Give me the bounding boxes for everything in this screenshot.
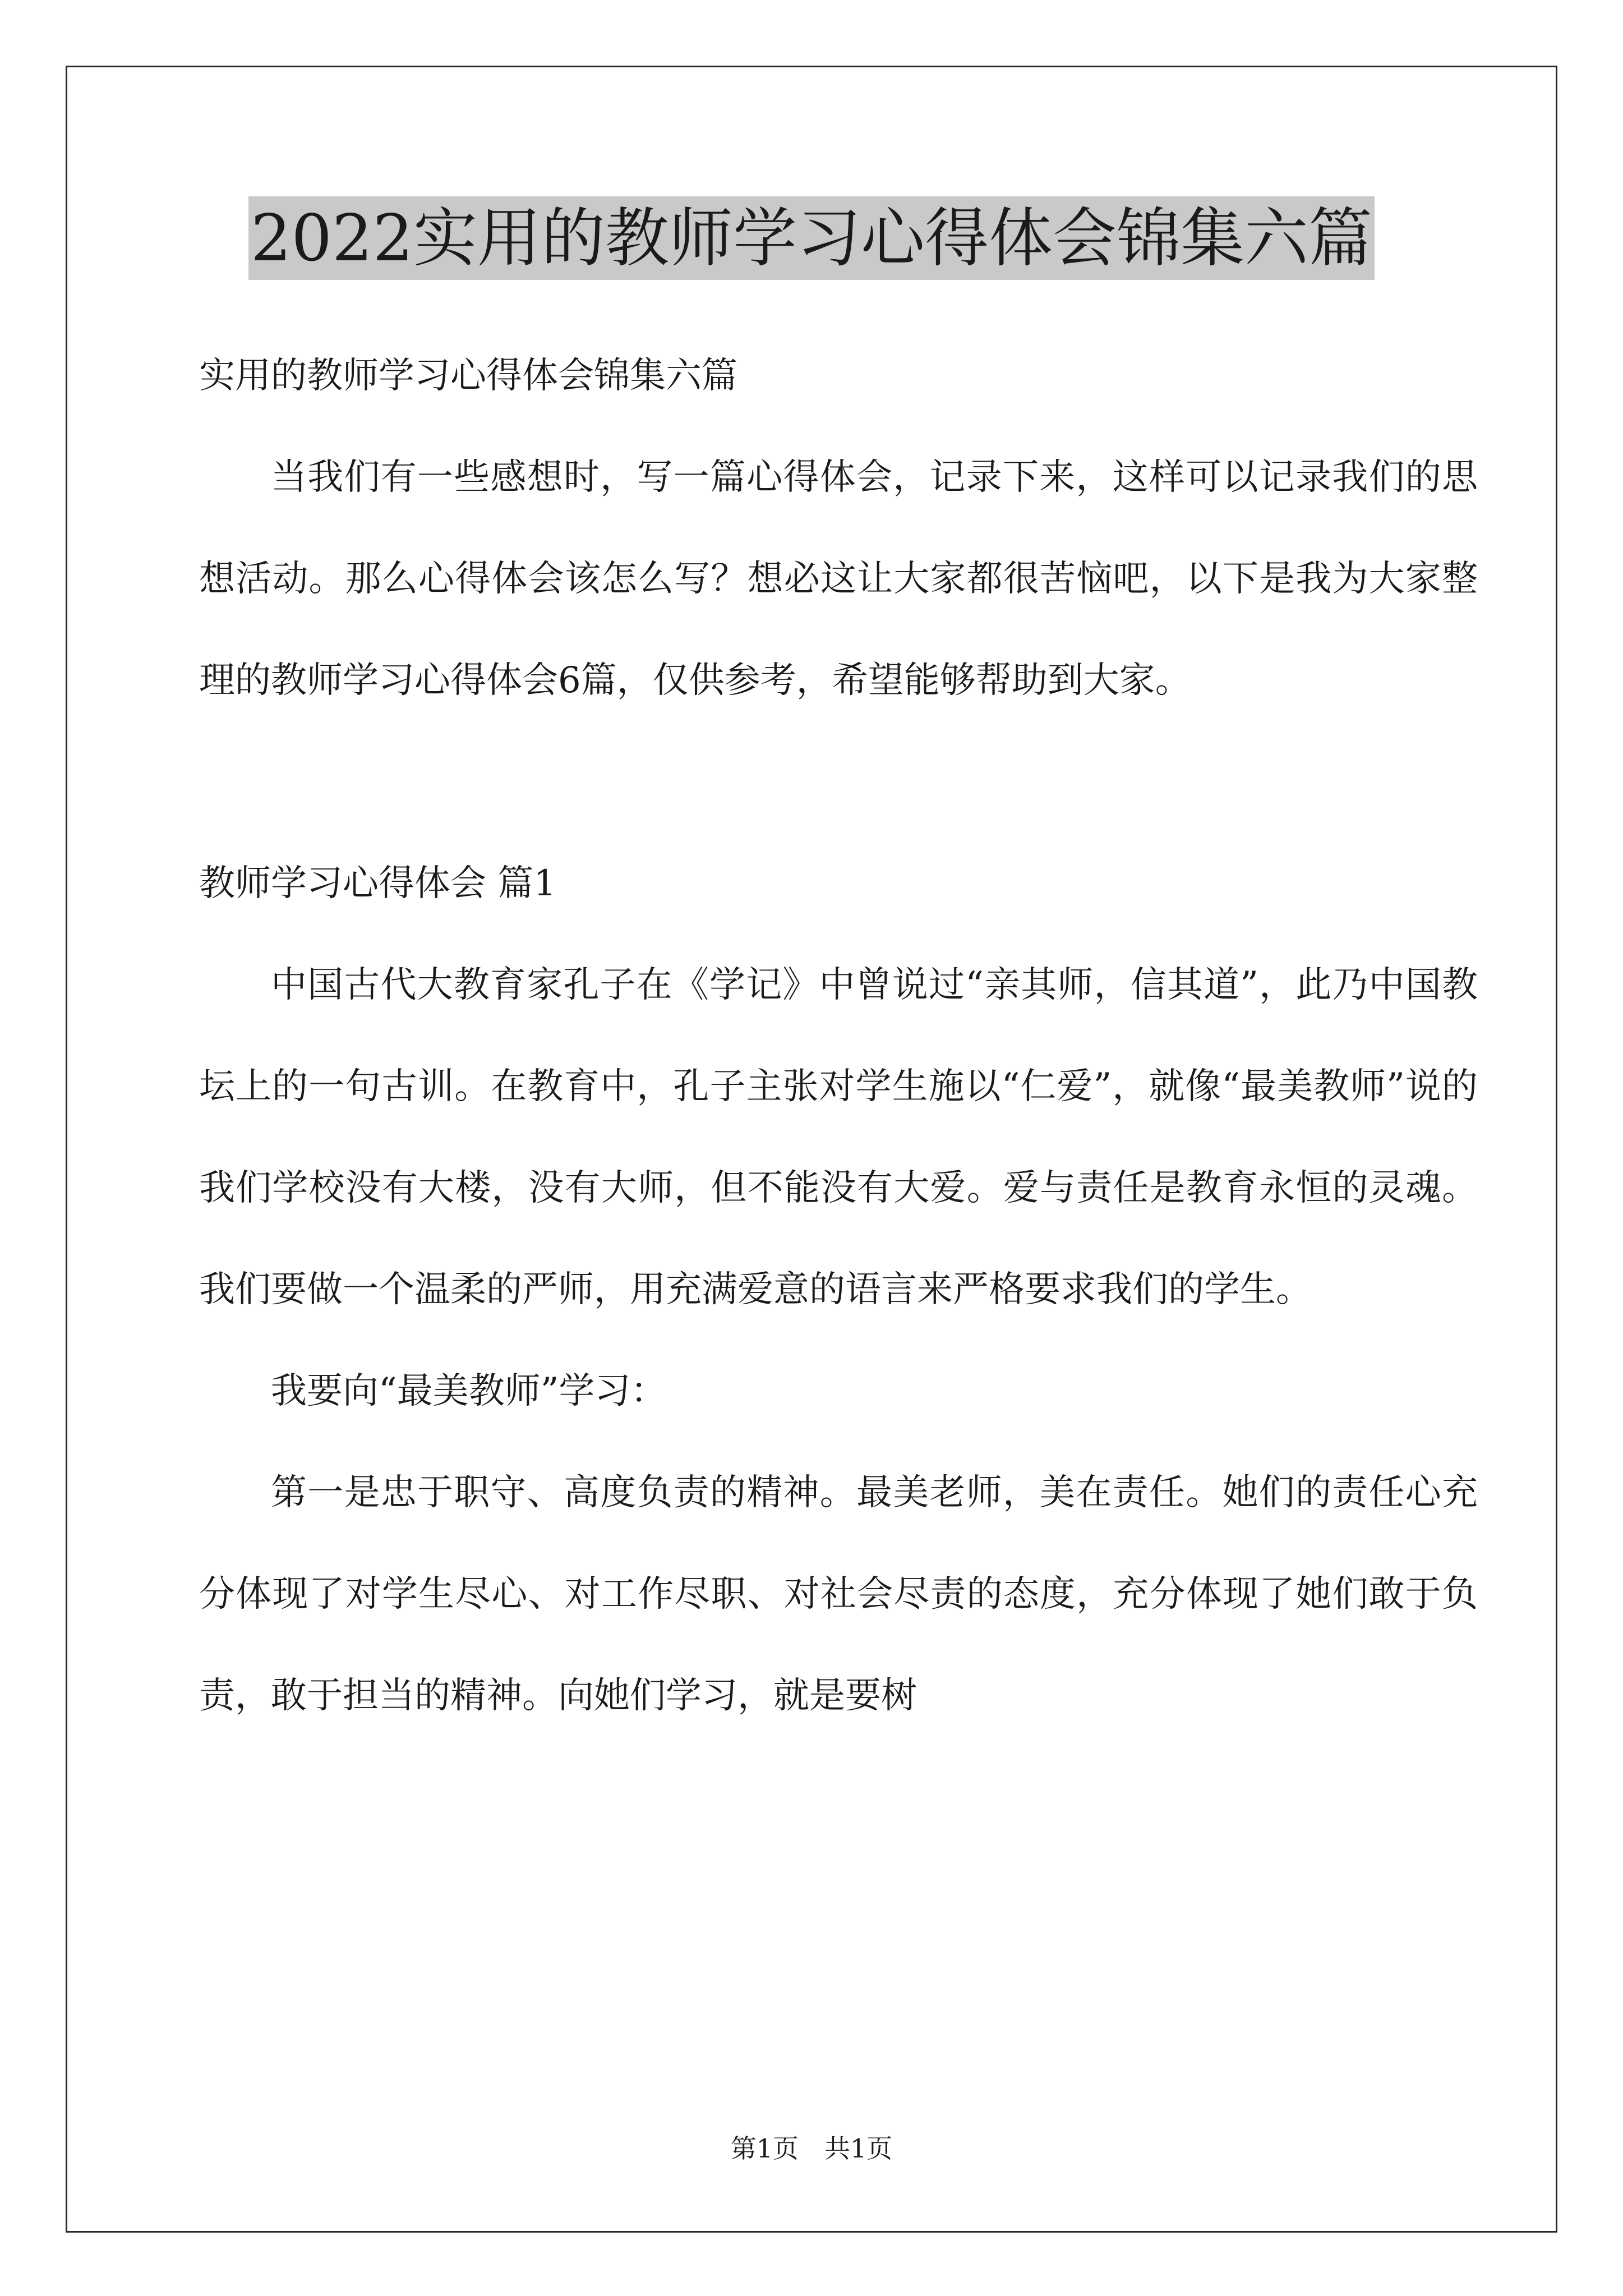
body-paragraph-1: 中国古代大教育家孔子在《学记》中曾说过“亲其师，信其道”，此乃中国教坛上的一句古训。在教育中，孔子主张对学生施以“仁爱”，就像“最美教师”说的我们学校没有大楼，没有大师，但不能没有大爱。爱与责任是教育永恒的灵魂。我们要做一个温柔的严师，用充满爱意的语言来严格要求我们的学生。 [199, 964, 1478, 1310]
subtitle: 实用的教师学习心得体会锦集六篇 [199, 355, 737, 397]
document-title-text: 2022实用的教师学习心得体会锦集六篇 [248, 196, 1375, 280]
intro-paragraph: 当我们有一些感想时，写一篇心得体会，记录下来，这样可以记录我们的思想活动。那么心得体会该怎么写？想必这让大家都很苦恼吧，以下是我为大家整理的教师学习心得体会6篇，仅供参考，希望能够帮助到大家。 [199, 457, 1478, 701]
page-footer: 第1页 共1页 [730, 2133, 893, 2164]
body-paragraph-2: 我要向“最美教师”学习： [271, 1370, 667, 1412]
body-paragraph-3: 第一是忠于职守、高度负责的精神。最美老师，美在责任。她们的责任心充分体现了对学生尽心、对工作尽职、对社会尽责的态度，充分体现了她们敢于负责，敢于担当的精神。向她们学习，就是要树 [199, 1472, 1478, 1717]
document-body [199, 325, 1478, 1747]
document-title [0, 196, 1623, 280]
section-heading: 教师学习心得体会 篇1 [199, 863, 557, 904]
